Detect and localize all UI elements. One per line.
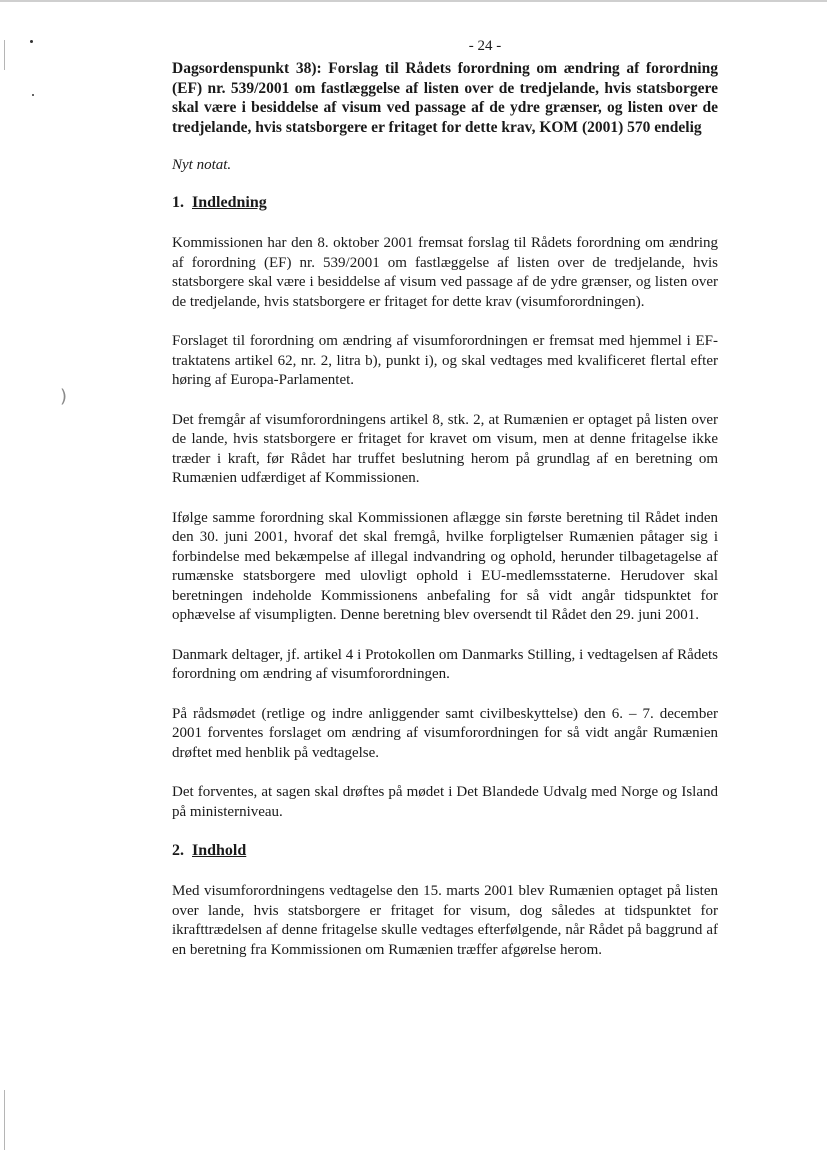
note-label: Nyt notat. (172, 157, 232, 173)
section-introduction (172, 194, 718, 822)
paragraph: Danmark deltager, jf. artikel 4 i Protokollen om Danmarks Stilling, i vedtagelsen af Rådets forordning om ændring af visumforordningen. (172, 646, 718, 682)
page-number: - 24 - (468, 38, 502, 54)
section-number: 2. (172, 842, 184, 859)
paragraph: Kommissionen har den 8. oktober 2001 fremsat forslag til Rådets forordning om ændring af forordning (EF) nr. 539/2001 om fastlæggelse af listen over de tredjelande, hvis statsborgere skal være i besiddelse af visum ved passage af de ydre grænser, og listen over de tredjelande, hvis statsborgere er fritaget for dette krav (visumforordningen). (172, 235, 718, 310)
section-content (172, 842, 718, 960)
paragraph: Det forventes, at sagen skal drøftes på mødet i Det Blandede Udvalg med Norge og Island på ministerniveau. (172, 784, 718, 820)
section-number: 1. (172, 194, 184, 211)
scan-edge-mark-lower (4, 1090, 5, 1150)
document-page (172, 38, 718, 960)
section-title: Indhold (192, 842, 247, 859)
agenda-item-heading: Dagsordenspunkt 38): Forslag til Rådets forordning om ændring af forordning (EF) nr. 539/2001 om fastlæggelse af listen over de tredjelande, hvis statsborgere skal være i besiddelse af visum ved passage af de ydre grænser, og listen over de tredjelande, hvis statsborgere er fritaget for dette krav, KOM (2001) 570 endelig (172, 60, 718, 136)
paragraph: Det fremgår af visumforordningens artikel 8, stk. 2, at Rumænien er optaget på listen over de lande, hvis statsborgere er fritaget for kravet om visum, men at denne fritagelse ikke træder i kraft, før Rådet har truffet beslutning herom på grundlag af en beretning om Rumænien udfærdiget af Kommissionen. (172, 411, 718, 486)
section-heading (172, 842, 718, 860)
scan-speck-top (30, 40, 33, 43)
scan-speck-middle (32, 94, 34, 96)
section-heading (172, 194, 718, 212)
scan-bracket-mark: ) (60, 386, 68, 407)
scan-edge-top (0, 0, 827, 2)
paragraph: Med visumforordningens vedtagelse den 15. marts 2001 blev Rumænien optaget på listen over lande, hvis statsborgere er fritaget for visum, dog således at tidspunktet for ikrafttrædelsen af denne fritagelse skulle vedtages efterfølgende, når Rådet på baggrund af en beretning fra Kommissionen om Rumænien træffer afgørelse herom. (172, 883, 718, 958)
paragraph: Forslaget til forordning om ændring af visumforordningen er fremsat med hjemmel i EF-traktatens artikel 62, nr. 2, litra b), punkt i), og skal vedtages med kvalificeret flertal efter høring af Europa-Parlamentet. (172, 333, 718, 388)
paragraph: På rådsmødet (retlige og indre anliggender samt civilbeskyttelse) den 6. – 7. december 2001 forventes forslaget om ændring af visumforordningen for så vidt angår Rumænien drøftet med henblik på vedtagelse. (172, 705, 718, 761)
scan-edge-mark-upper (4, 40, 5, 70)
paragraph: Ifølge samme forordning skal Kommissionen aflægge sin første beretning til Rådet inden den 30. juni 2001, hvoraf det skal fremgå, hvilke forpligtelser Rumænien påtager sig i forbindelse med bekæmpelse af illegal indvandring og ophold, herunder tilbagetagelse af rumænske statsborgere med ulovligt ophold i EU-medlemsstaterne. Herudover skal beretningen indeholde Kommissionens anbefaling for så vidt angår tidspunktet for ophævelse af visumpligten. Denne beretning blev oversendt til Rådet den 29. juni 2001. (172, 509, 718, 623)
section-title: Indledning (192, 194, 267, 211)
